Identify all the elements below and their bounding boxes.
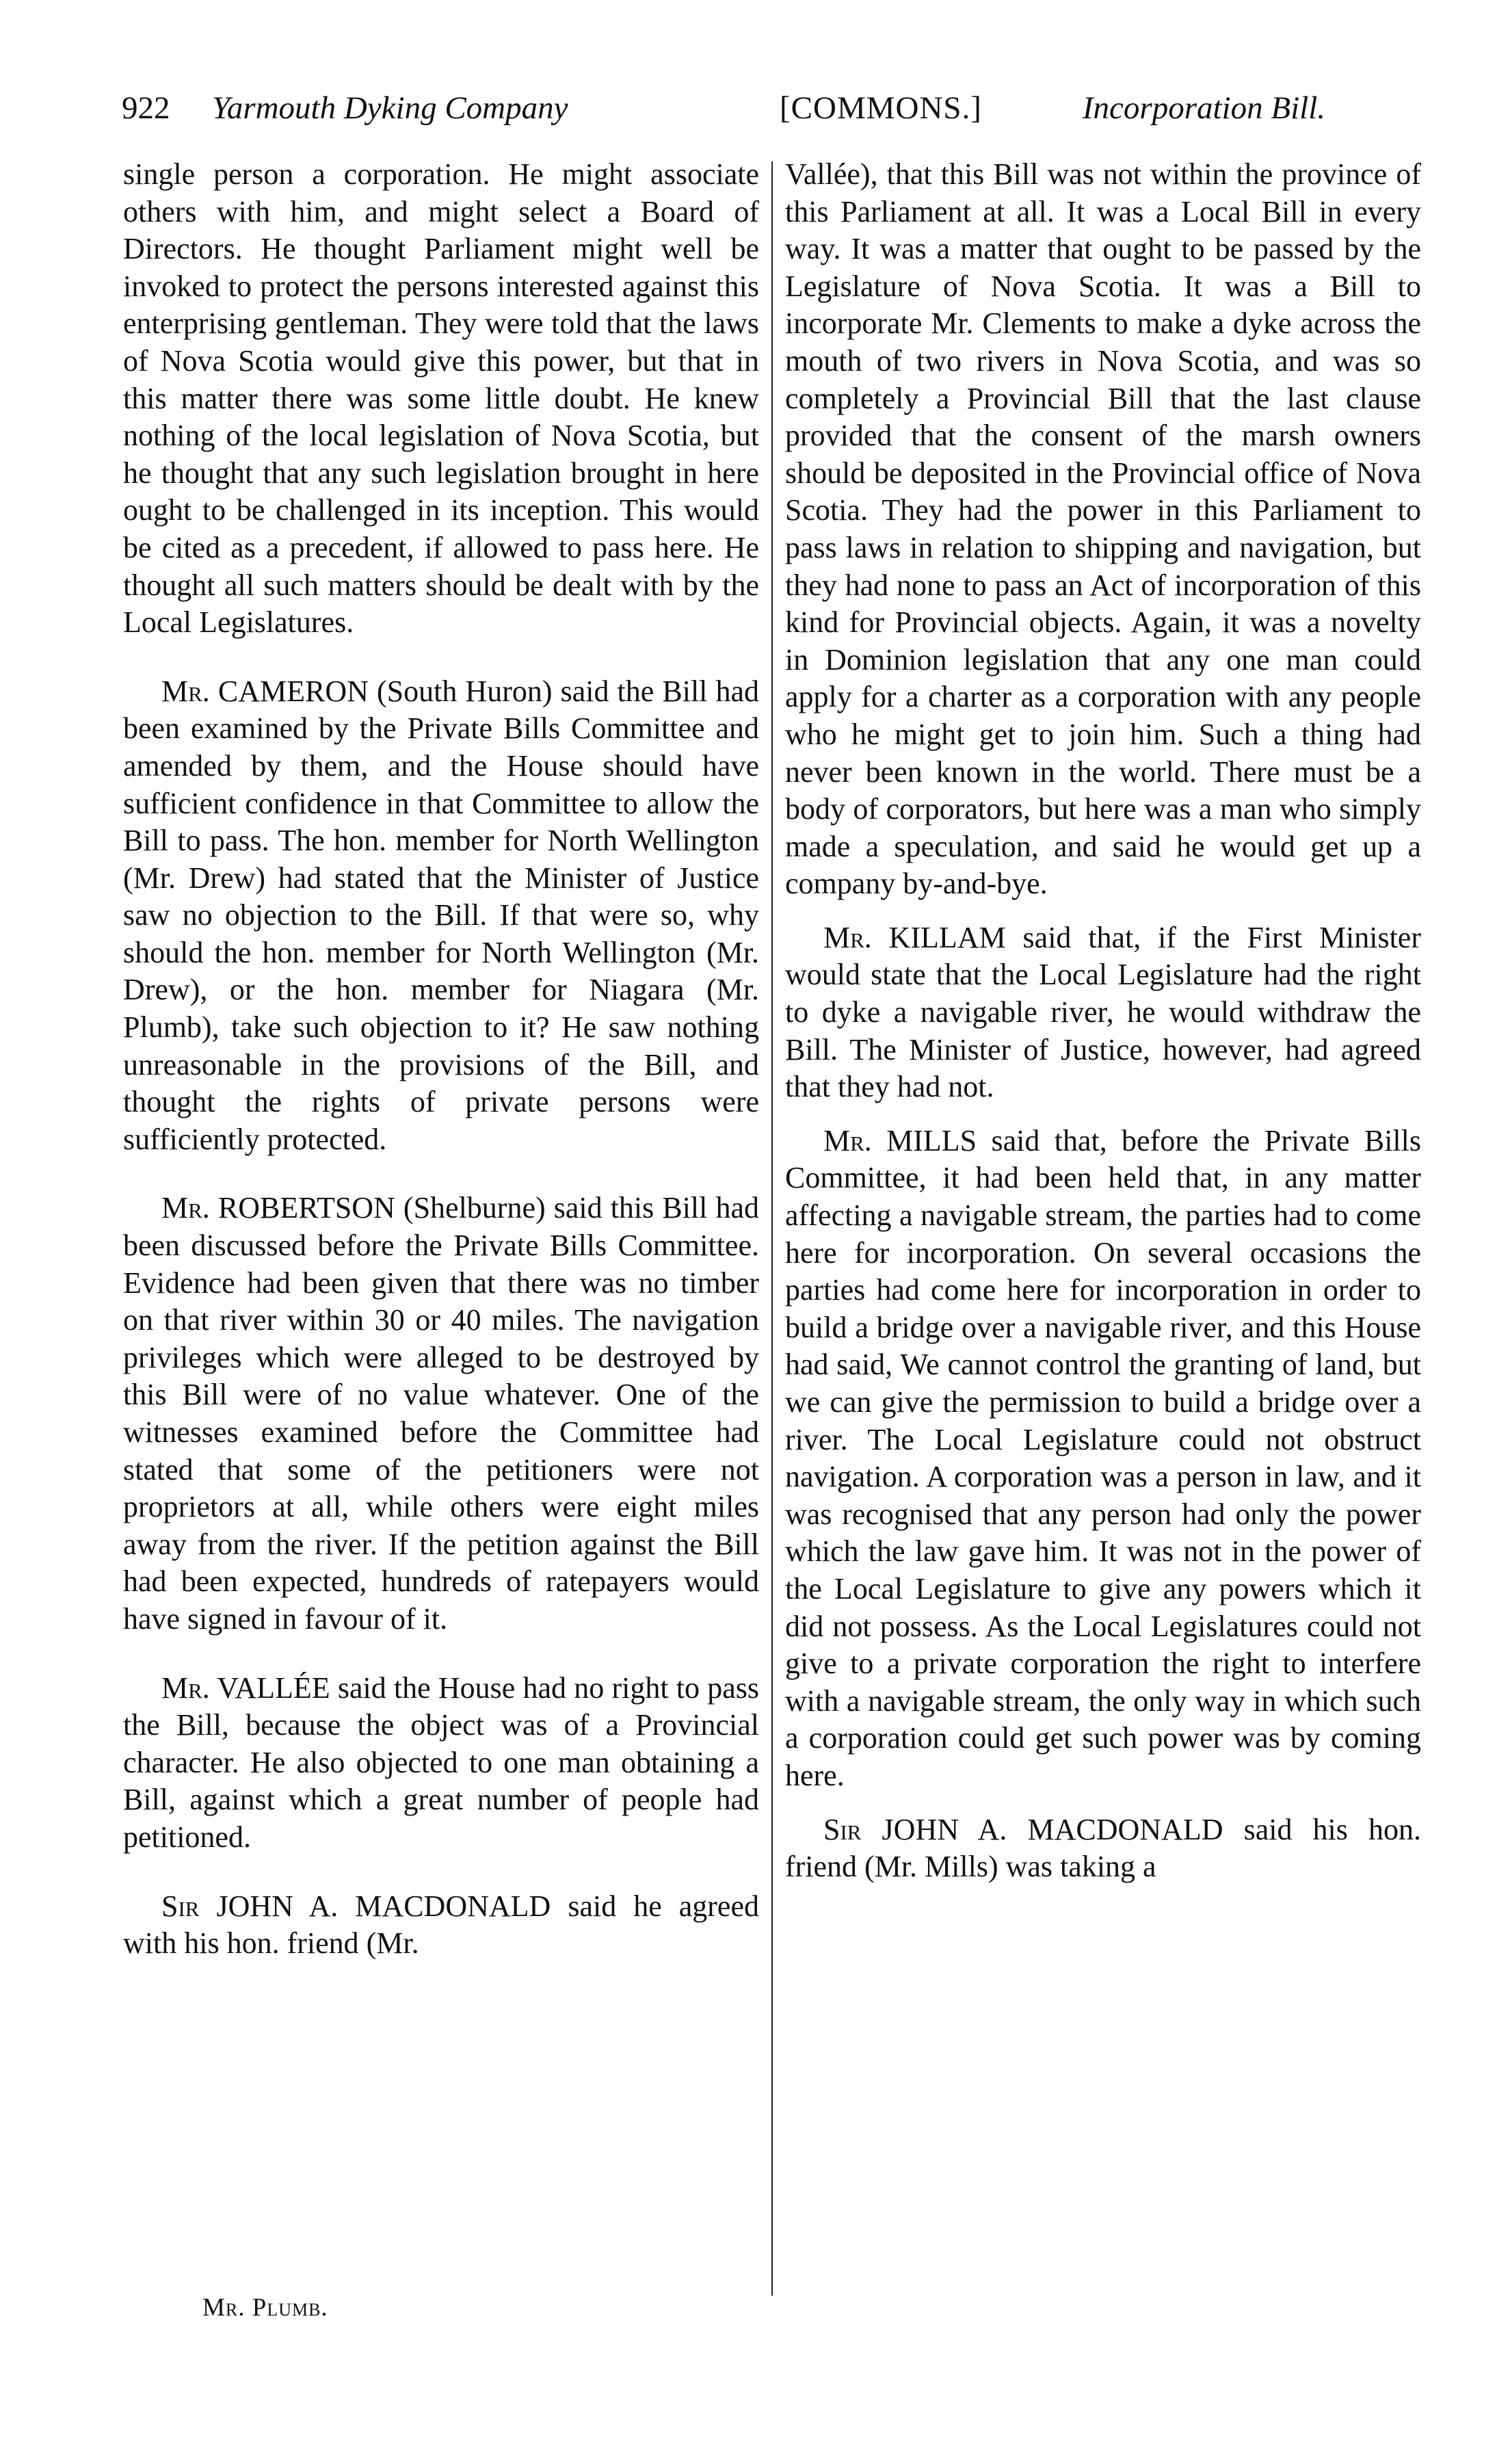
paragraph: single person a corporation. He might associate others with him, and might select a Board of Directors. He thought Parliament might well be invoked to protect the persons interested against this enterprising gentleman. They were told that the laws of Nova Scotia would give this power, but that in this matter there was some little doubt. He knew nothing of the local legislation of Nova Scotia, but he thought that any such legislation brought in here ought to be challenged in its inception. This would be cited as a precedent, if allowed to pass here. He thought all such matters should be dealt with by the Local Legislatures. (123, 157, 759, 640)
speech-killam (785, 919, 1421, 1106)
page-number: 922 (122, 90, 170, 126)
speech-text: said his hon. friend (Mr. Mills) was taking a (785, 1812, 1421, 1884)
catchword: Mr. Plumb. (202, 2294, 328, 2322)
speech-mills (785, 1123, 1421, 1795)
page-header (122, 81, 1325, 135)
speaker-name: Mr. KILLAM (823, 920, 1006, 954)
speaker-name: Mr. CAMERON (161, 674, 369, 708)
speaker-name: Mr. VALLÉE (161, 1670, 330, 1705)
speech-cameron (123, 673, 759, 1159)
speaker-name: Mr. ROBERTSON (161, 1191, 395, 1225)
speech-text: said he agreed with his hon. friend (Mr. (123, 1889, 759, 1961)
running-title-right: Incorporation Bill. (1082, 90, 1325, 126)
column-divider (771, 161, 773, 2296)
speech-text: (South Huron) said the Bill had been examined by the Private Bills Committee and amended by them, and the House should have sufficient confidence in that Committee to allow the Bill to pass. The hon. member for North Wellington (Mr. Drew) had stated that the Minister of Justice saw no objection to the Bill. If that were so, why should the hon. member for North Wellington (Mr. Drew), or the hon. member for Niagara (Mr. Plumb), take such objection to it? He saw nothing unreasonable in the provisions of the Bill, and thought the rights of private persons were sufficiently protected. (123, 674, 759, 1156)
speaker-name: Mr. MILLS (823, 1123, 977, 1157)
paragraph: Vallée), that this Bill was not within the province of this Parliament at all. It was a Local Bill in every way. It was a matter that ought to be passed by the Legislature of Nova Scotia. It was a Bill to incorporate Mr. Clements to make a dyke across the mouth of two rivers in Nova Scotia, and was so completely a Provincial Bill that the last clause provided that the consent of the marsh owners should be deposited in the Provincial office of Nova Scotia. They had the power in this Parliament to pass laws in relation to shipping and navigation, but they had none to pass an Act of incorporation of this kind for Provincial objects. Again, it was a novelty in Dominion legislation that any one man could apply for a charter as a corporation with any people who he might get to join him. Such a thing had never been known in the world. There must be a body of corporators, but here was a man who simply made a speculation, and said he would get up a company by-and-bye. (785, 157, 1421, 901)
speech-text: (Shelburne) said this Bill had been discussed before the Private Bills Committee. Evidence had been given that there was no timber on that river within 30 or 40 miles. The navigation privileges which were alleged to be destroyed by this Bill were of no value whatever. One of the witnesses examined before the Committee had stated that some of the petitioners were not proprietors at all, while others were eight miles away from the river. If the petition against the Bill had been expected, hundreds of ratepayers would have signed in favour of it. (123, 1191, 759, 1636)
right-column (785, 156, 1421, 1886)
left-column (123, 156, 759, 1963)
speech-text: said that, if the First Minister would state that the Local Legislature had the right to dyke a navigable river, he would withdraw the Bill. The Minister of Justice, however, had agreed that they had not. (785, 920, 1421, 1104)
house-label: [COMMONS.] (780, 90, 982, 126)
speech-text: said that, before the Private Bills Committee, it had been held that, in any matter affecting a navigable stream, the parties had to come here for incorporation. On several occasions the parties had come here for incorporation in order to build a bridge over a navigable river, and this House had said, We cannot control the granting of land, but we can give the permission to build a bridge over a river. The Local Legislature could not obstruct navigation. A corporation was a person in law, and it was recognised that any person had only the power which the law gave him. It was not in the power of the Local Legislature to give any powers which it did not possess. As the Local Legislatures could not give to a private corporation the right to interfere with a navigable stream, the only way in which such a corporation could get such power was by coming here. (785, 1123, 1421, 1792)
running-title-left: Yarmouth Dyking Company (212, 90, 568, 126)
speech-macdonald (785, 1811, 1421, 1886)
speaker-name: Sir JOHN A. MACDONALD (823, 1812, 1223, 1846)
speech-macdonald (123, 1888, 759, 1963)
speech-robertson (123, 1190, 759, 1638)
speaker-name: Sir JOHN A. MACDONALD (161, 1889, 551, 1923)
speech-text: said the House had no right to pass the Bill, because the object was of a Provincial character. He also objected to one man obtaining a Bill, against which a great number of people had petitioned. (123, 1670, 759, 1854)
speech-vallee (123, 1670, 759, 1857)
